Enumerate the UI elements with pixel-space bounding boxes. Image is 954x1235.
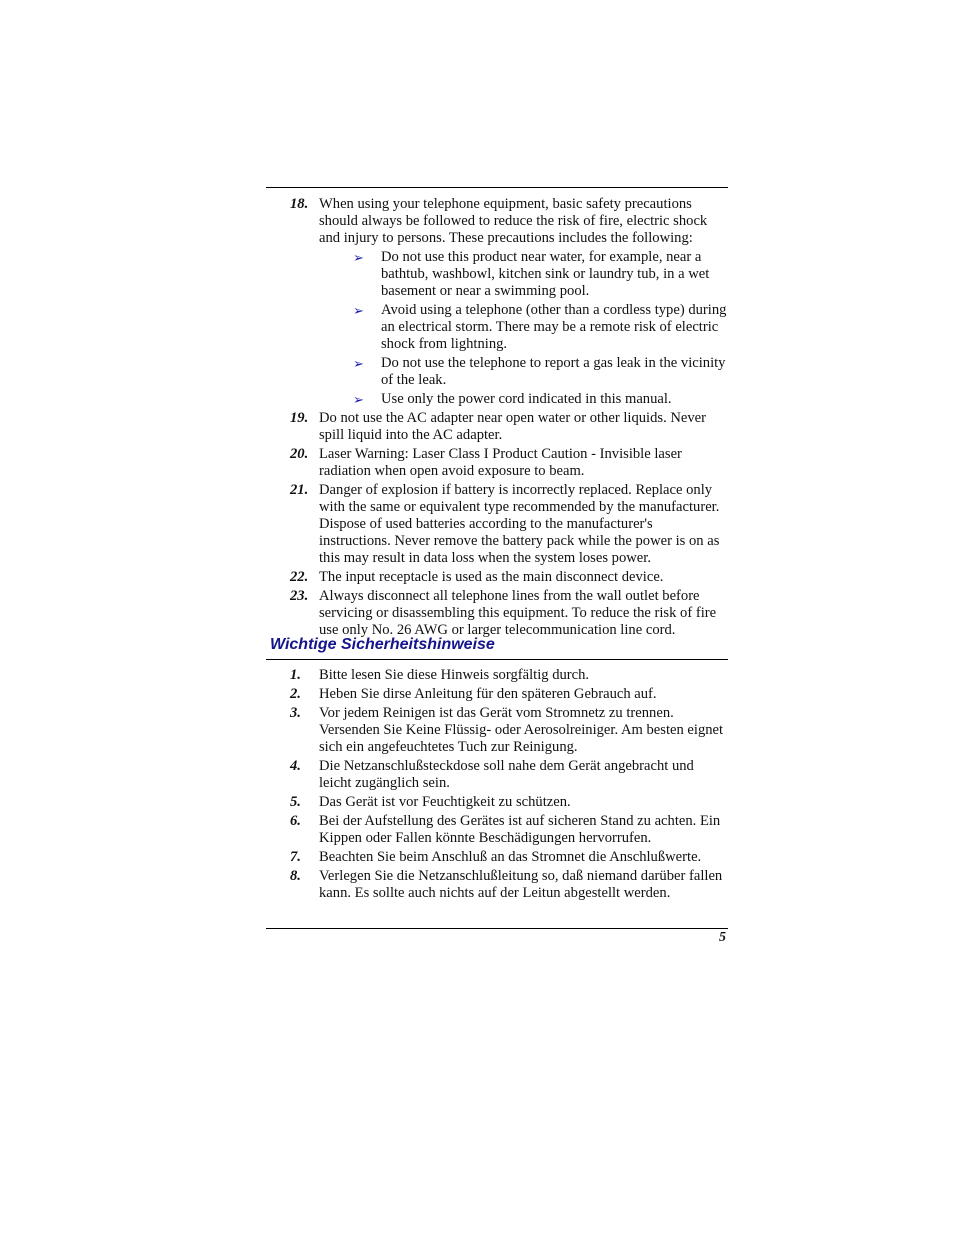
- item-text: Do not use the AC adapter near open water or other liquids. Never spill liquid into the AC adapter.: [319, 410, 707, 443]
- sub-item-text: Use only the power cord indicated in this manual.: [381, 391, 672, 407]
- item-text: Always disconnect all telephone lines from the wall outlet before servicing or disassembling this equipment. To reduce the risk of fire use only No. 26 AWG or larger telecommunication line cord.: [319, 588, 717, 638]
- item-number: 19.: [290, 410, 309, 426]
- list-item: [266, 482, 728, 567]
- item-number: 21.: [290, 482, 309, 498]
- item-number: 20.: [290, 446, 309, 462]
- page-number: 5: [719, 930, 726, 945]
- item-text: Danger of explosion if battery is incorrectly replaced. Replace only with the same or equivalent type recommended by the manufacturer. Dispose of used batteries according to the manufacturer's instructions. Never remove the battery pack while the power is on as this may result in data loss when the system loses power.: [319, 482, 720, 566]
- item-text: Bei der Aufstellung des Gerätes ist auf sicheren Stand zu achten. Ein Kippen oder Fallen könnte Beschädigungen hervorrufen.: [319, 813, 721, 846]
- sub-list-item: [319, 391, 728, 408]
- list-item: [266, 705, 728, 756]
- arrowhead-bullet-icon: ➢: [353, 392, 364, 407]
- item-text: Verlegen Sie die Netzanschlußleitung so, daß niemand darüber fallen kann. Es sollte auch nichts auf der Leitun abgestellt werden.: [319, 868, 723, 901]
- item-number: 23.: [290, 588, 309, 604]
- list-item: [266, 868, 728, 902]
- item-text: Bitte lesen Sie diese Hinweis sorgfältig durch.: [319, 667, 590, 683]
- list-item: [266, 446, 728, 480]
- list-item: [266, 588, 728, 639]
- item-number: 1.: [290, 667, 301, 683]
- arrowhead-bullet-icon: ➢: [353, 356, 364, 371]
- sub-item-text: Do not use this product near water, for example, near a bathtub, washbowl, kitchen sink or laundry tub, in a wet basement or near a swimming pool.: [381, 249, 710, 299]
- sub-list-item: [319, 302, 728, 353]
- item-text: Die Netzanschlußsteckdose soll nahe dem Gerät angebracht und leicht zugänglich sein.: [319, 758, 694, 791]
- item-text: Beachten Sie beim Anschluß an das Stromnet die Anschlußwerte.: [319, 849, 702, 865]
- item-number: 6.: [290, 813, 301, 829]
- english-safety-list: [266, 196, 728, 641]
- item-text: When using your telephone equipment, basic safety precautions should always be followed to reduce the risk of fire, electric shock and injury to persons. These precautions includes the following:: [319, 196, 708, 246]
- item-text: Laser Warning: Laser Class I Product Caution - Invisible laser radiation when open avoid exposure to beam.: [319, 446, 682, 479]
- arrowhead-bullet-icon: ➢: [353, 303, 364, 318]
- list-item: [266, 849, 728, 866]
- bottom-rule: [266, 928, 728, 929]
- list-item: [266, 686, 728, 703]
- item-text: The input receptacle is used as the main disconnect device.: [319, 569, 664, 585]
- item-number: 2.: [290, 686, 301, 702]
- list-item: [266, 569, 728, 586]
- item-number: 4.: [290, 758, 301, 774]
- top-rule: [266, 187, 728, 188]
- list-item: [266, 813, 728, 847]
- item-number: 7.: [290, 849, 301, 865]
- item-number: 3.: [290, 705, 301, 721]
- list-item: [266, 410, 728, 444]
- item-text: Heben Sie dirse Anleitung für den späteren Gebrauch auf.: [319, 686, 657, 702]
- arrowhead-bullet-icon: ➢: [353, 250, 364, 265]
- sub-list-item: [319, 355, 728, 389]
- item-number: 5.: [290, 794, 301, 810]
- list-item: [266, 196, 728, 408]
- list-item: [266, 667, 728, 684]
- sub-list-item: [319, 249, 728, 300]
- item-text: Vor jedem Reinigen ist das Gerät vom Stromnetz zu trennen. Versenden Sie Keine Flüssig- oder Aerosolreiniger. Am besten eignet sich ein angefeuchtetes Tuch zur Reinigung.: [319, 705, 724, 755]
- item-number: 22.: [290, 569, 309, 585]
- item-text: Das Gerät ist vor Feuchtigkeit zu schützen.: [319, 794, 571, 810]
- sub-item-text: Do not use the telephone to report a gas leak in the vicinity of the leak.: [381, 355, 726, 388]
- list-item: [266, 794, 728, 811]
- heading-rule: [266, 659, 728, 660]
- list-item: [266, 758, 728, 792]
- german-safety-list: [266, 667, 728, 904]
- section-heading: Wichtige Sicherheitshinweise: [270, 636, 495, 653]
- sub-item-text: Avoid using a telephone (other than a cordless type) during an electrical storm. There may be a remote risk of electric shock from lightning.: [381, 302, 727, 352]
- item-number: 18.: [290, 196, 309, 212]
- item-number: 8.: [290, 868, 301, 884]
